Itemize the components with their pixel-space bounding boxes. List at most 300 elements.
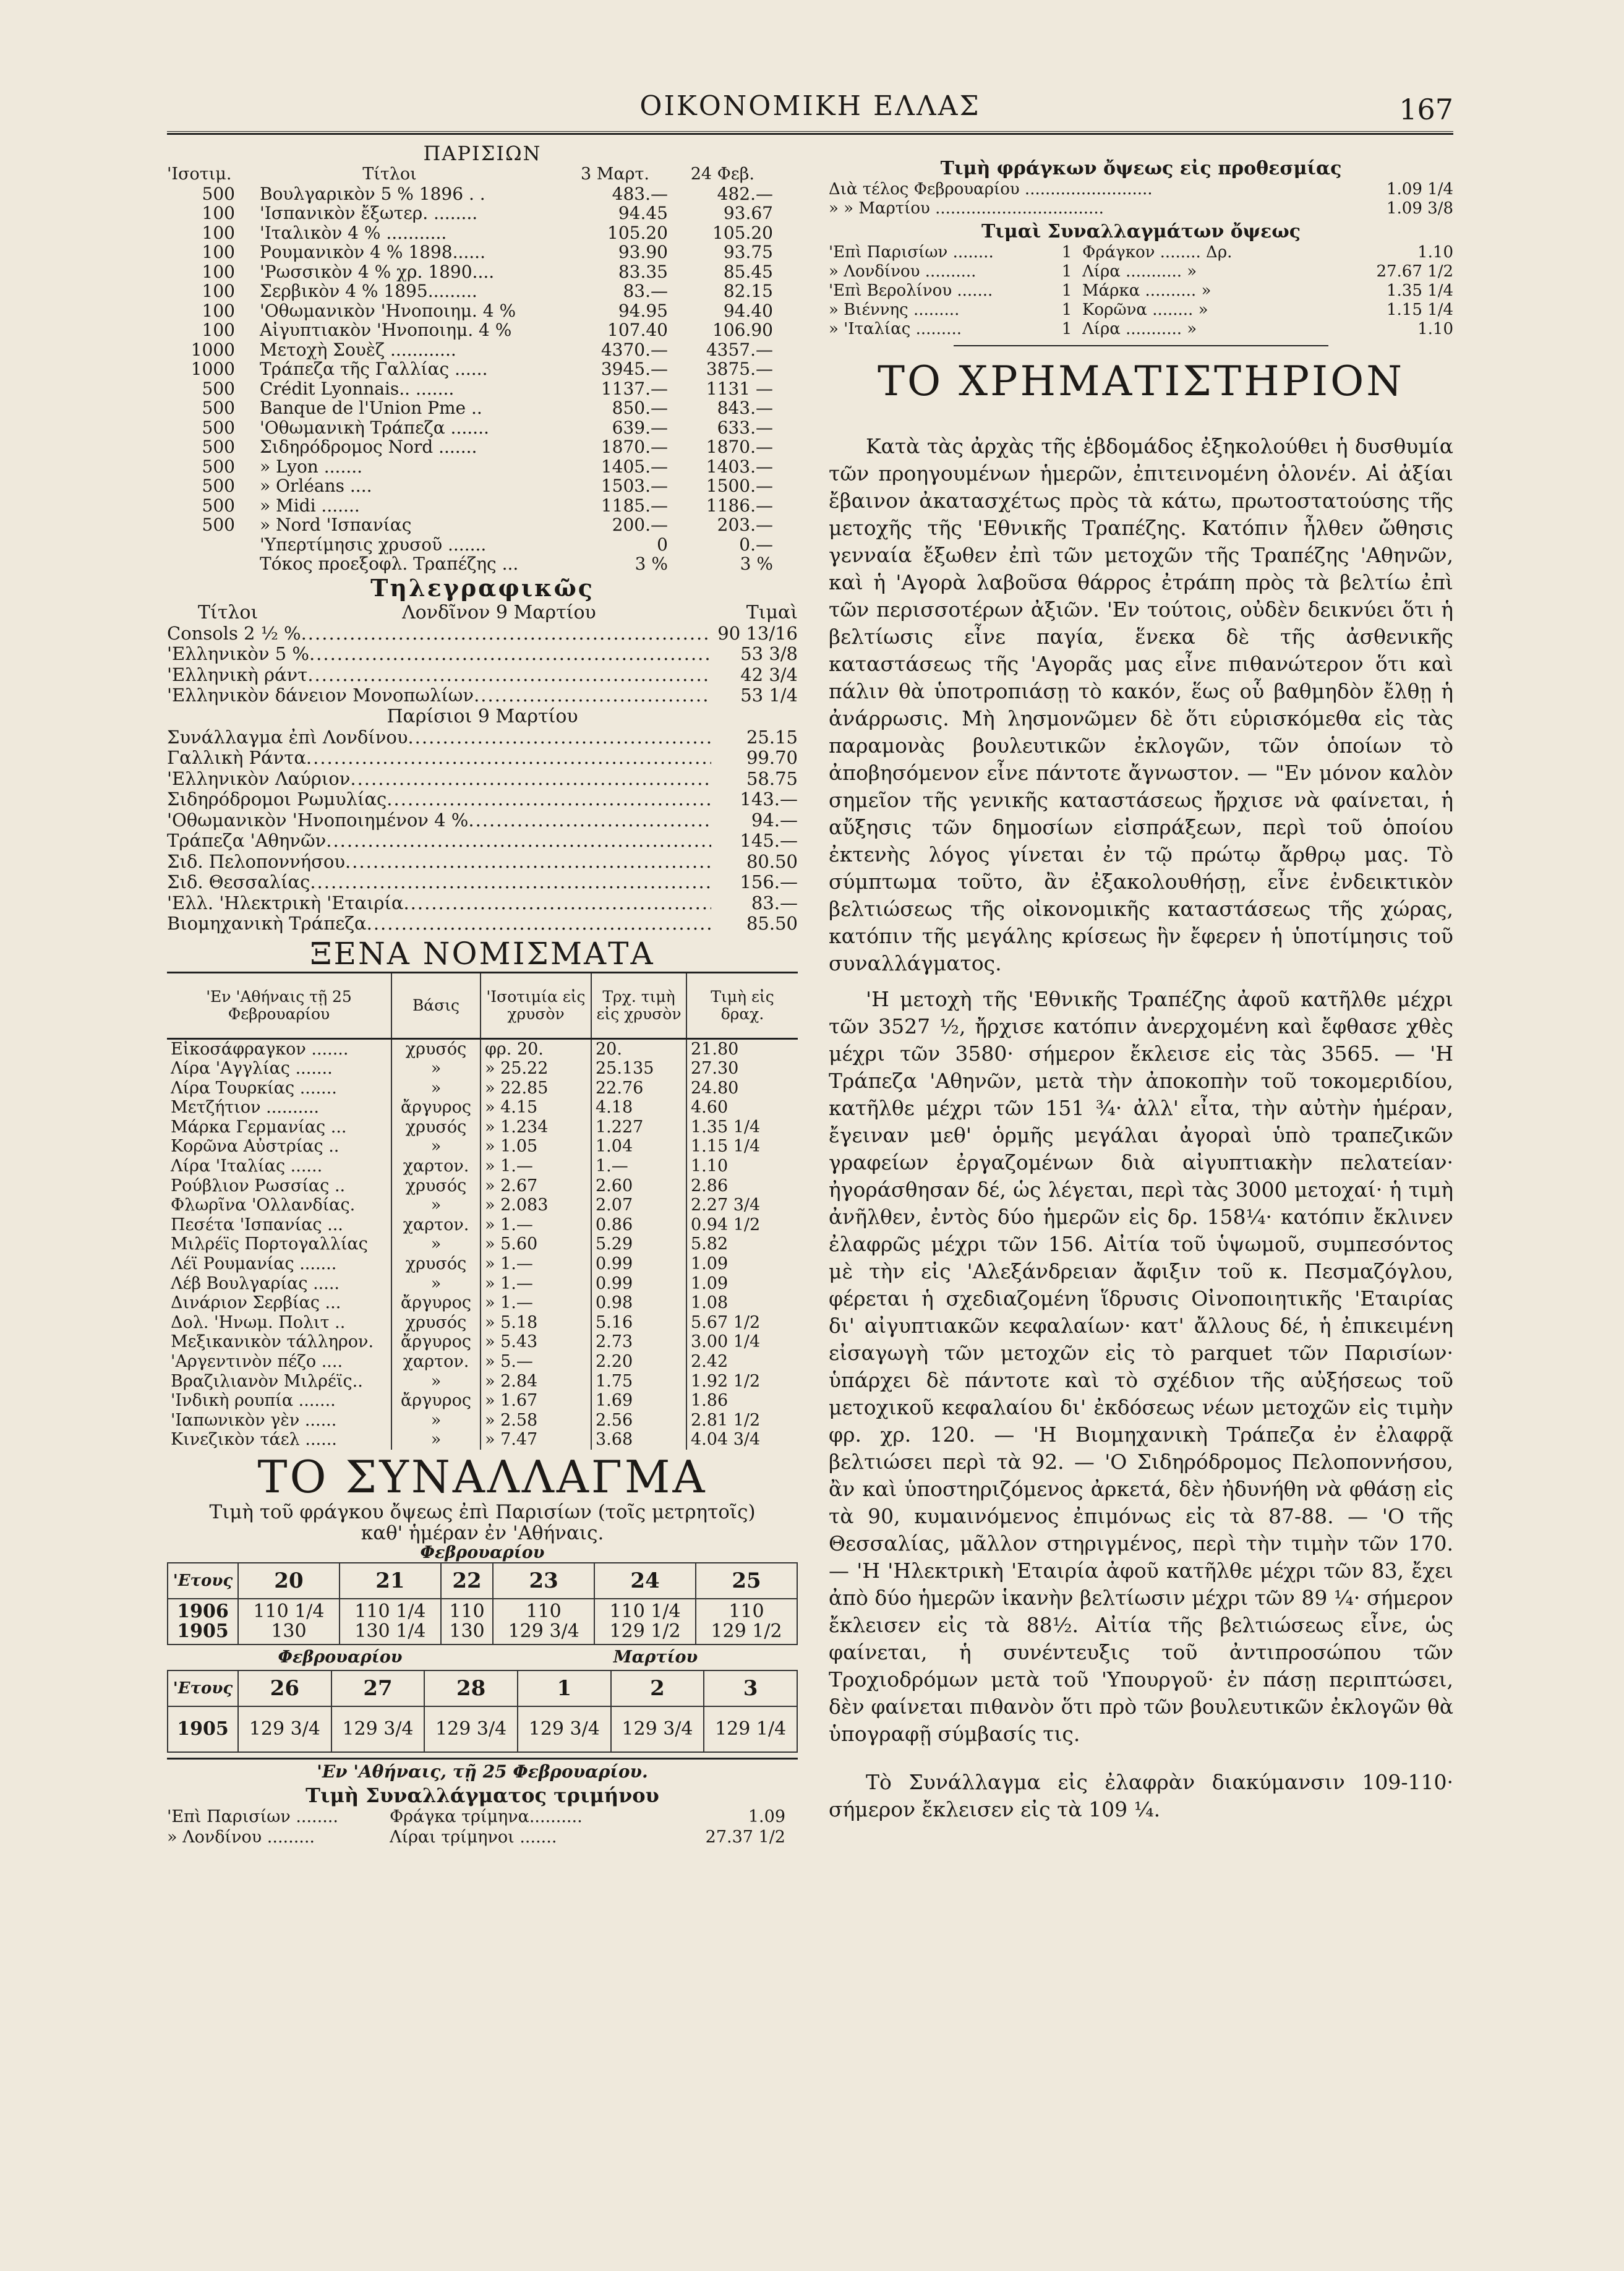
paris-telegraph-row-label: 'Ελληνικὸν Λαύριον (167, 768, 351, 789)
currency-drachma: 24.80 (686, 1079, 798, 1098)
paris-title-name: Αἰγυπτιακὸν 'Ηνοποιημ. 4 % (260, 320, 512, 340)
paris-telegraph-row-value: 85.50 (746, 913, 798, 934)
paris-val-feb24: 1131 — (706, 378, 773, 398)
paris-telegraph-row-value: 99.70 (746, 748, 798, 768)
futures-label: » » Μαρτίου ................................. (829, 199, 1104, 218)
currency-row (167, 1234, 798, 1254)
year-cell: 1905 (168, 1706, 238, 1752)
date2-header: 24 Φεβ. (690, 165, 754, 184)
paris-quote-row (167, 281, 798, 301)
paris-telegraph-row-leader (345, 852, 711, 873)
currency-name: Εἰκοσάφραγκον ....... (171, 1039, 349, 1059)
paris-quote-row (167, 359, 798, 379)
currency-drachma: 4.04 3/4 (686, 1430, 798, 1450)
rate-cell: 129 3/4 (238, 1706, 331, 1752)
london-quotes-list (167, 623, 798, 706)
paris-parity (167, 554, 241, 574)
sight-qty: 1 (1061, 262, 1072, 281)
currency-parity: » 5.— (481, 1352, 591, 1372)
sight-value: 1.35 1/4 (1387, 281, 1453, 300)
paris-telegraph-row-value: 58.75 (746, 768, 798, 789)
currency-row (167, 1254, 798, 1274)
paris-telegraph-row-leader (350, 769, 711, 790)
london-date-header: Λονδῖνον 9 Μαρτίου (402, 602, 596, 623)
day-header: 21 (340, 1563, 441, 1599)
paris-val-feb24: 3875.— (706, 359, 773, 379)
currency-basis: χαρτον. (391, 1215, 481, 1235)
london-row-label: 'Ελληνικὸν 5 % (167, 644, 309, 664)
titloi-header: Τίτλοι (362, 165, 417, 184)
paris-val-mar3: 0 (657, 534, 668, 554)
paris-title-name: 'Οθωμανικὴ Τράπεζα ....... (260, 417, 489, 437)
currency-parity: » 5.60 (481, 1234, 591, 1254)
paris-header-row (167, 165, 798, 184)
paris-val-feb24: 1186.— (706, 495, 773, 515)
sight-qty: 1 (1061, 301, 1072, 319)
currency-parity: » 1.67 (481, 1391, 591, 1411)
currency-name: Λίρα 'Αγγλίας ....... (171, 1059, 333, 1079)
london-row-value: 53 1/4 (740, 685, 798, 706)
currency-row (167, 1411, 798, 1431)
t2-month-a: Φεβρουαρίου (278, 1647, 403, 1667)
day-header: 28 (424, 1670, 518, 1706)
paris-telegraph-row-label: Τράπεζα 'Αθηνῶν (167, 831, 327, 851)
london-row-leader (307, 665, 711, 686)
currency-row (167, 1079, 798, 1098)
currency-drachma: 2.81 1/2 (686, 1411, 798, 1431)
synallagma-title: ΤΟ ΣΥΝΑΛΛΑΓΜΑ (257, 1450, 707, 1503)
sight-place: » Λονδίνου .......... (829, 262, 977, 281)
paris-telegraph-row (167, 893, 798, 914)
paris-telegraph-row-label: Συνάλλαγμα ἐπὶ Λονδίνου (167, 727, 408, 748)
currency-market: 2.20 (591, 1352, 686, 1372)
currency-basis: χαρτον. (391, 1352, 481, 1372)
paris-quote-row (167, 418, 798, 438)
page-header (167, 87, 1453, 130)
currency-basis: ἄργυρος (391, 1293, 481, 1313)
currency-parity: » 1.— (481, 1254, 591, 1274)
paris-title-name: Ρουμανικὸν 4 % 1898...... (260, 242, 485, 262)
currency-market: 1.— (591, 1157, 686, 1176)
paris-telegraph-row (167, 810, 798, 831)
currency-basis: » (391, 1372, 481, 1392)
paris-title-name: 'Υπερτίμησις χρυσοῦ ....... (260, 534, 487, 554)
london-header-row (167, 602, 798, 623)
paris-parity: 500 (202, 378, 235, 398)
london-row (167, 644, 798, 665)
paris-parity: 500 (202, 417, 235, 437)
paris-telegraph-row (167, 831, 798, 852)
paris-parity: 100 (202, 262, 235, 281)
paris-telegraph-row-label: Σιδ. Θεσσαλίας (167, 872, 310, 892)
currency-parity: » 2.58 (481, 1411, 591, 1431)
paris-quote-row (167, 476, 798, 496)
currency-parity: » 2.84 (481, 1372, 591, 1392)
paris-val-feb24: 1870.— (706, 437, 773, 457)
paris-val-mar3: 94.95 (618, 301, 668, 320)
currency-name: Λέβ Βουλγαρίας ..... (171, 1273, 340, 1293)
paris-title-name: 'Ρωσσικὸν 4 % χρ. 1890.... (260, 262, 495, 281)
paris-telegraph-row-value: 83.— (751, 892, 798, 913)
telegraph-title: Τηλεγραφικῶς (370, 573, 594, 602)
paris-title-name: Crédit Lyonnais.. ....... (260, 378, 455, 398)
currency-drachma: 1.92 1/2 (686, 1372, 798, 1392)
currency-row (167, 1372, 798, 1392)
paris-quote-row (167, 437, 798, 457)
currency-parity: » 5.43 (481, 1332, 591, 1352)
paris-parity: 500 (202, 184, 235, 203)
paris-title-name: Σιδηρόδρομος Nord ....... (260, 437, 477, 457)
paris-val-mar3: 483.— (612, 184, 668, 203)
sight-value: 1.10 (1417, 243, 1453, 262)
currency-basis: ἄργυρος (391, 1391, 481, 1411)
footer-date: 'Εν 'Αθήναις, τῇ 25 Φεβρουαρίου. (167, 1758, 798, 1784)
paris-telegraph-row-leader (367, 913, 711, 934)
right-column (829, 158, 1453, 1823)
paris-title-name: 'Ισπανικὸν ἔξωτερ. ........ (260, 203, 478, 223)
paris-telegraph-row-label: Γαλλικὴ Ράντα (167, 748, 306, 768)
currency-row (167, 1430, 798, 1450)
date1-header: 3 Μαρτ. (580, 165, 649, 184)
quarterly-row (167, 1807, 798, 1827)
paris-telegraph-row-leader (326, 831, 711, 852)
paris-telegraph-row-value: 25.15 (746, 727, 798, 748)
sight-place: 'Επὶ Παρισίων ........ (829, 243, 994, 262)
currency-parity: φρ. 20. (481, 1038, 591, 1059)
bourse-paragraph-2: 'Η μετοχὴ τῆς 'Εθνικῆς Τραπέζης ἀφοῦ κατῆλθε μέχρι τῶν 3527 ½, ἤρχισε κατόπιν ἀνερχομένη καὶ ἔφθασε χθὲς μέχρι τῶν 3580· σήμερον ἔκλεισε εἰς τὰς 3565. — 'Η Τράπεζα 'Αθηνῶν, μετὰ τὴν ἀποκοπὴν τοῦ τοκομεριδίου, κατῆλθε μέχρι τῶν 151 ¾· ἀλλ' εἶτα, τὴν αὐτὴν ἡμέραν, ἔγειναν μεθ' ὁρμῆς μεγάλαι ἀγοραὶ ὑπὸ τραπεζικῶν γραφείων ἐργαζομένων διὰ αἰγυπτιακὴν πελατείαν· ἠγοράσθησαν δέ, ὡς λέγεται, περὶ τὰς 3000 μετοχαί· ἡ τιμὴ ἀνῆλθεν, ἐντὸς δύο ἡμερῶν εἰς δρ. 158¼· κατόπιν ἔκλινεν ἐλαφρῶς μέχρι τῶν 156. Αἰτία τοῦ ὑψωμοῦ, συμπεσόντος μὲ τὴν εἰς 'Αλεξάνδρειαν ἄφιξιν τοῦ κ. Πεσμαζόγλου, φέρεται ἡ σχεδιαζομένη ἵδρυσις Οἰνοποιητικῆς 'Εταιρίας δι' αἰγυπτιακῶν κεφαλαίων· κατ' ἄλλους δέ, ἡ ἐπικειμένη εἰσαγωγὴ τῶν μετοχῶν εἰς τὸ parquet τῶν Παρισίων· ὑπάρχει δὲ πάντοτε καὶ τὸ σχέδιον τῆς αὐξήσεως τοῦ μετοχικοῦ κεφαλαίου δι' ἐκδόσεως νέων μετοχῶν εἰς τιμὴν φρ. χρ. 120. — 'Η Βιομηχανικὴ Τράπεζα ἐν ἐλαφρᾷ βελτιώσει περὶ τὰ 92. — 'Ο Σιδηρόδρομος Πελοποννήσου, ἂν καὶ ὑποστηριζόμενος ἀρκετά, δὲν ἠδυνήθη νὰ φθάσῃ εἰς τὰ 90, κυμαινόμενος ἐπιμόνως εἰς τὰ 87-88. — 'Ο τῆς Θεσσαλίας, μᾶλλον στηριγμένος, περὶ τὴν τιμὴν τῶν 170. — 'Η 'Ηλεκτρικὴ 'Εταιρία ἀφοῦ κατῆλθε μέχρι τῶν 83, ἔχει ἀπὸ δύο ἡμερῶν ἱκανὴν βελτίωσιν μέχρι τῶν 89 ¼· σήμερον ἔκλεισεν εἰς τὰ 88½. Αἰτία τῆς βελτιώσεως εἶνε, ὡς φαίνεται, ἡ συνέντευξις τοῦ ἀντιπροσώπου τῶν Τροχιοδρόμων μετὰ τοῦ 'Υπουργοῦ· ἐν πάσῃ περιπτώσει, δὲν φαίνεται πιθανὸν ὅτι πρὸ τῶν βουλευτικῶν ἐκλογῶν θὰ ὑπογραφῇ σύμβασίς τις. (829, 987, 1453, 1746)
quarterly-desc: Φράγκα τρίμηνα.......... (390, 1807, 583, 1826)
paris-title: ΠΑΡΙΣΙΩΝ (423, 142, 542, 165)
currency-row (167, 1137, 798, 1157)
currency-market: 5.29 (591, 1234, 686, 1254)
sight-rate-row (829, 320, 1453, 339)
rate-cell: 129 3/4 (331, 1706, 425, 1752)
currency-row (167, 1293, 798, 1313)
paris-telegraph-row-value: 80.50 (746, 851, 798, 872)
paris-val-feb24: 4357.— (706, 340, 773, 359)
page-number: 167 (1399, 93, 1453, 126)
day-header: 25 (696, 1563, 797, 1599)
day-header: 26 (238, 1670, 331, 1706)
currency-market: 2.07 (591, 1195, 686, 1215)
paris-telegraph-row-label: 'Οθωμανικὸν 'Ηνοποιημένον 4 % (167, 810, 469, 831)
currency-market: 2.60 (591, 1176, 686, 1196)
currency-name: Λίρα 'Ιταλίας ...... (171, 1157, 323, 1176)
exchange-table-1 (167, 1562, 798, 1645)
paris-parity: 500 (202, 456, 235, 476)
currency-drachma: 1.35 1/4 (686, 1118, 798, 1137)
paris-telegraph-row-leader (306, 748, 711, 769)
paris-val-feb24: 93.67 (723, 203, 773, 223)
isotim-header: 'Ισοτιμ. (167, 165, 232, 184)
currency-name: Ρούβλιον Ρωσσίας .. (171, 1176, 346, 1195)
paris-parity: 100 (202, 281, 235, 301)
currency-drachma: 2.86 (686, 1176, 798, 1196)
futures-row (829, 180, 1453, 199)
currency-drachma: 21.80 (686, 1038, 798, 1059)
paris-val-mar3: 639.— (612, 417, 668, 437)
paris-parity: 100 (202, 301, 235, 320)
paris-telegraph-row-label: Σιδ. Πελοποννήσου (167, 851, 345, 872)
paris-telegraph-row-leader (468, 810, 711, 831)
currency-drachma: 1.09 (686, 1274, 798, 1294)
paris-val-mar3: 1137.— (600, 378, 668, 398)
sight-unit: Μάρκα .......... » (1082, 281, 1212, 300)
currency-basis: » (391, 1234, 481, 1254)
currency-name: Δινάριον Σερβίας ... (171, 1293, 341, 1313)
paris-quote-row (167, 223, 798, 243)
synallagma-subtitle-2: καθ' ἡμέραν ἐν 'Αθήναις. (361, 1521, 604, 1544)
paris-parity: 1000 (190, 340, 235, 359)
quarterly-rates-list (167, 1807, 798, 1847)
paris-quote-row (167, 535, 798, 555)
currency-basis: » (391, 1059, 481, 1079)
paris-quote-row (167, 379, 798, 399)
bourse-title: ΤΟ ΧΡΗΜΑΤΙΣΤΗΡΙΟΝ (878, 357, 1404, 405)
rate-cell: 110 129 1/2 (696, 1599, 797, 1644)
currency-market: 1.75 (591, 1372, 686, 1392)
foreign-table-header (167, 972, 798, 1038)
currency-parity: » 22.85 (481, 1079, 591, 1098)
paris-parity: 100 (202, 242, 235, 262)
currency-drachma: 5.67 1/2 (686, 1313, 798, 1333)
paris-telegraph-row-value: 143.— (740, 789, 798, 810)
sight-qty: 1 (1061, 243, 1072, 262)
paris-val-mar3: 4370.— (600, 340, 668, 359)
paris-title-name: » Nord 'Ισπανίας (260, 515, 412, 535)
paris-parity: 500 (202, 515, 235, 535)
currency-drachma: 3.00 1/4 (686, 1332, 798, 1352)
london-row (167, 623, 798, 644)
currency-row (167, 1274, 798, 1294)
synallagma-subtitle-1: Τιμὴ τοῦ φράγκου ὄψεως ἐπὶ Παρισίων (τοῖς μετρητοῖς) (209, 1500, 756, 1523)
sight-rate-row (829, 262, 1453, 281)
futures-label: Διὰ τέλος Φεβρουαρίου ......................... (829, 180, 1153, 199)
paris-telegraph-row (167, 748, 798, 769)
currency-row (167, 1157, 798, 1176)
sight-unit: Κορῶνα ........ » (1082, 301, 1208, 319)
currency-market: 4.18 (591, 1098, 686, 1118)
london-row-value: 90 13/16 (717, 623, 798, 644)
paris-quote-row (167, 398, 798, 418)
london-row (167, 665, 798, 686)
paris-title-name: Σερβικὸν 4 % 1895......... (260, 281, 477, 301)
paris-title-name: 'Ιταλικὸν 4 % ........... (260, 223, 447, 242)
day-header: 20 (238, 1563, 340, 1599)
currency-name: Κορῶνα Αὐστρίας .. (171, 1137, 340, 1157)
bourse-paragraph-3: Τὸ Συνάλλαγμα εἰς ἐλαφρὰν διακύμανσιν 109-110· σήμερον ἔκλεισεν εἰς τὰ 109 ¼. (829, 1770, 1453, 1821)
paris-val-mar3: 93.90 (618, 242, 668, 262)
sight-value: 1.15 1/4 (1387, 301, 1453, 319)
currency-row (167, 1038, 798, 1059)
currency-drachma: 1.86 (686, 1391, 798, 1411)
paris-val-feb24: 85.45 (723, 262, 773, 281)
t2-month-b: Μαρτίου (613, 1647, 698, 1667)
t2-month-labels (167, 1645, 798, 1670)
paris-quote-row (167, 320, 798, 340)
rate-cell: 110 1/4 130 (238, 1599, 340, 1644)
paris-val-feb24: 1500.— (706, 476, 773, 496)
currency-name: Δολ. 'Ηνωμ. Πολιτ .. (171, 1312, 346, 1332)
paris-quote-row (167, 554, 798, 574)
rate-cell: 129 1/4 (704, 1706, 797, 1752)
currency-basis: » (391, 1079, 481, 1098)
paris-val-mar3: 1503.— (600, 476, 668, 496)
currency-basis: » (391, 1411, 481, 1431)
paris-parity: 500 (202, 398, 235, 418)
london-row-label: 'Ελληνικὴ ράντ (167, 664, 308, 685)
paris-val-feb24: 94.40 (723, 301, 773, 320)
currency-market: 2.56 (591, 1411, 686, 1431)
left-column (167, 142, 798, 1847)
paris-val-feb24: 633.— (717, 417, 773, 437)
paris-quote-row (167, 340, 798, 360)
sight-unit: Φράγκον ........ Δρ. (1082, 243, 1233, 262)
year-header: 'Ετους (168, 1670, 238, 1706)
paris-telegraph-list (167, 727, 798, 934)
currency-parity: » 7.47 (481, 1430, 591, 1450)
currency-name: Μετζήτιον .......... (171, 1098, 319, 1118)
paris-telegraph-row-label: 'Ελλ. 'Ηλεκτρικὴ 'Εταιρία (167, 892, 404, 913)
currency-row (167, 1195, 798, 1215)
paris-parity: 1000 (190, 359, 235, 379)
paris-val-feb24: 82.15 (723, 281, 773, 301)
paris-val-feb24: 203.— (717, 515, 773, 535)
paris-val-feb24: 0.— (739, 534, 773, 554)
london-row (167, 685, 798, 706)
rate-cell: 129 3/4 (611, 1706, 704, 1752)
paris-quote-row (167, 515, 798, 535)
currency-basis: χαρτον. (391, 1157, 481, 1176)
paris-val-mar3: 83.35 (618, 262, 668, 281)
currency-basis: » (391, 1195, 481, 1215)
currency-basis: χρυσός (391, 1176, 481, 1196)
currency-name: Βραζιλιανὸν Μιλρέϊς.. (171, 1371, 363, 1391)
paris-val-mar3: 1185.— (600, 495, 668, 515)
currency-basis: » (391, 1430, 481, 1450)
currency-basis: ἄργυρος (391, 1332, 481, 1352)
currency-parity: » 1.— (481, 1157, 591, 1176)
currency-drachma: 2.42 (686, 1352, 798, 1372)
currency-market: 1.04 (591, 1137, 686, 1157)
currency-drachma: 1.09 (686, 1254, 798, 1274)
currency-market: 0.86 (591, 1215, 686, 1235)
section-divider (954, 345, 1328, 346)
currency-name: Μάρκα Γερμανίας ... (171, 1117, 347, 1137)
paris-title-name: » Midi ....... (260, 495, 360, 515)
exchange-row (168, 1599, 797, 1644)
currency-parity: » 1.05 (481, 1137, 591, 1157)
synall-rates-title: Τιμαὶ Συναλλαγμάτων ὄψεως (981, 221, 1301, 242)
paris-telegraph-row-leader (387, 789, 711, 810)
footer-title: Τιμὴ Συναλλάγματος τριμήνου (306, 1783, 659, 1807)
rate-cell: 110 1/4 130 1/4 (340, 1599, 441, 1644)
currency-market: 5.16 (591, 1313, 686, 1333)
paris-title-name: » Orléans .... (260, 476, 372, 496)
paris-val-mar3: 83.— (623, 281, 668, 301)
paris-val-feb24: 1403.— (706, 456, 773, 476)
currency-row (167, 1352, 798, 1372)
fh-parity: 'Ισοτιμία εἰς χρυσὸν (481, 972, 591, 1038)
london-titloi-header: Τίτλοι (198, 602, 259, 623)
currency-parity: » 1.— (481, 1215, 591, 1235)
sight-rate-row (829, 301, 1453, 320)
fh-currency: 'Εν 'Αθήναις τῇ 25 Φεβρουαρίου (167, 972, 391, 1038)
sight-place: » Βιέννης ......... (829, 301, 960, 319)
london-row-label: 'Ελληνικὸν δάνειον Μονοπωλίων (167, 685, 474, 706)
paris-title-name: 'Οθωμανικὸν 'Ηνοποιημ. 4 % (260, 301, 516, 320)
journal-title: ΟΙΚΟΝΟΜΙΚΗ ΕΛΛΑΣ (639, 90, 981, 122)
paris-quote-row (167, 457, 798, 477)
year-cell: 1906 1905 (168, 1599, 238, 1644)
paris-telegraph-row (167, 913, 798, 934)
day-header: 24 (594, 1563, 696, 1599)
day-header: 22 (441, 1563, 493, 1599)
paris-quote-row (167, 496, 798, 516)
rate-cell: 110 129 3/4 (493, 1599, 594, 1644)
currency-market: 20. (591, 1038, 686, 1059)
currency-basis: χρυσός (391, 1313, 481, 1333)
london-row-label: Consols 2 ½ % (167, 623, 301, 644)
day-header: 1 (518, 1670, 611, 1706)
currency-basis: χρυσός (391, 1038, 481, 1059)
currency-parity: » 1.— (481, 1293, 591, 1313)
currency-parity: » 1.— (481, 1274, 591, 1294)
paris-parity (167, 535, 241, 555)
currency-row (167, 1313, 798, 1333)
paris-val-mar3: 1870.— (600, 437, 668, 457)
sight-qty: 1 (1061, 281, 1072, 300)
currency-parity: » 1.234 (481, 1118, 591, 1137)
paris-title-name: Τόκος προεξοφλ. Τραπέζης ... (260, 554, 519, 574)
paris-title-name: » Lyon ....... (260, 456, 363, 476)
header-rule (167, 131, 1453, 135)
day-header: 2 (611, 1670, 704, 1706)
day-header: 23 (493, 1563, 594, 1599)
currency-drachma: 0.94 1/2 (686, 1215, 798, 1235)
currency-name: Λέϊ Ρουμανίας ....... (171, 1254, 337, 1274)
prothesmia-title: Τιμὴ φράγκων ὄψεως εἰς προθεσμίας (940, 158, 1342, 179)
currency-name: 'Ινδικὴ ρουπία ....... (171, 1391, 336, 1411)
paris-parity: 500 (202, 476, 235, 496)
currency-drachma: 1.15 1/4 (686, 1137, 798, 1157)
sight-place: 'Επὶ Βερολίνου ....... (829, 281, 993, 300)
currency-name: Μιλρέϊς Πορτογαλλίας (171, 1234, 368, 1254)
quarterly-value: 27.37 1/2 (705, 1827, 785, 1847)
sight-value: 27.67 1/2 (1376, 262, 1453, 281)
currency-parity: » 4.15 (481, 1098, 591, 1118)
quarterly-desc: Λίραι τρίμηνοι ....... (390, 1827, 557, 1847)
sight-place: » 'Ιταλίας ......... (829, 320, 962, 338)
currency-parity: » 25.22 (481, 1059, 591, 1079)
currency-name: Πεσέτα 'Ισπανίας ... (171, 1215, 343, 1234)
paris-val-mar3: 850.— (612, 398, 668, 418)
futures-row (829, 199, 1453, 218)
currency-row (167, 1118, 798, 1137)
currency-market: 0.99 (591, 1254, 686, 1274)
paris-title-name: Βουλγαρικὸν 5 % 1896 . . (260, 184, 485, 203)
quarterly-row (167, 1827, 798, 1847)
currency-market: 0.99 (591, 1274, 686, 1294)
paris-val-feb24: 3 % (740, 554, 773, 574)
sight-qty: 1 (1061, 320, 1072, 338)
fh-drachma: Τιμὴ εἰς δραχ. (686, 972, 798, 1038)
paris-telegraph-row-label: Σιδηρόδρομοι Ρωμυλίας (167, 789, 387, 810)
fh-market: Τρχ. τιμὴ εἰς χρυσὸν (591, 972, 686, 1038)
currency-basis: χρυσός (391, 1118, 481, 1137)
paris-quote-row (167, 262, 798, 282)
currency-basis: ἄργυρος (391, 1098, 481, 1118)
